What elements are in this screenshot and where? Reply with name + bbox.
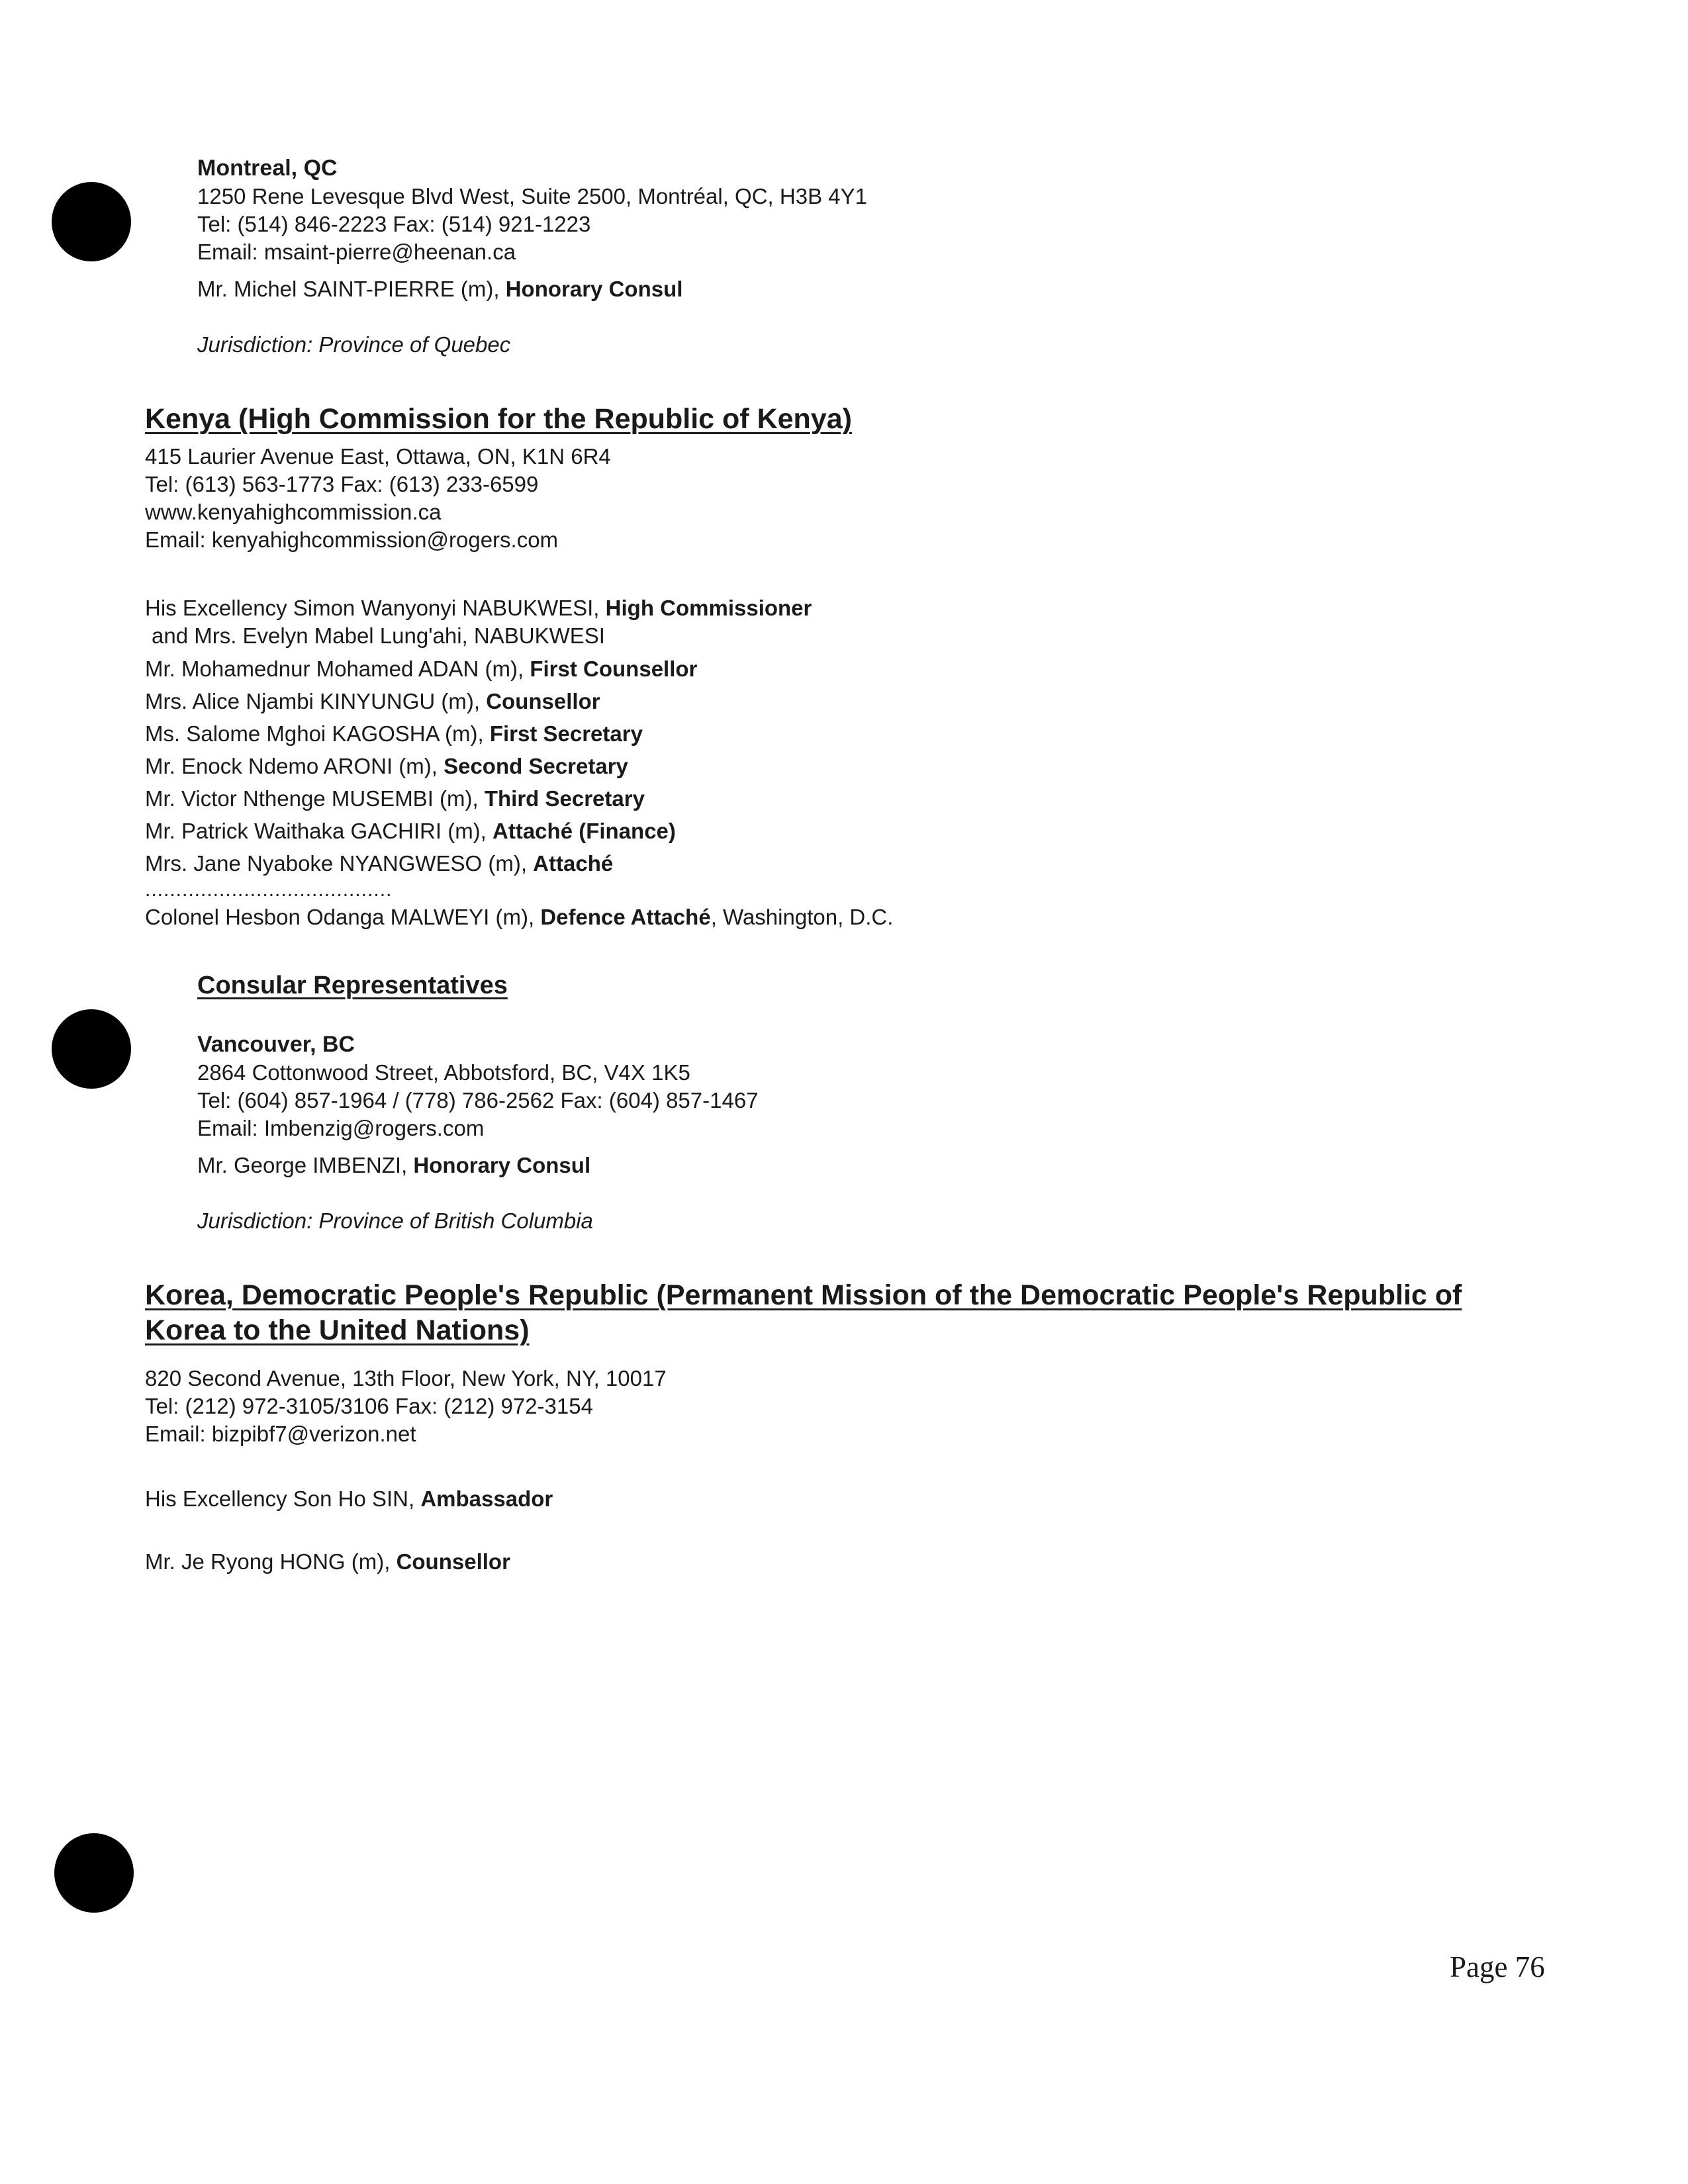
head-name: His Excellency Simon Wanyonyi NABUKWESI,: [145, 596, 606, 620]
kenya-separator: ........................................: [145, 879, 393, 901]
korea-ambassador: [145, 1485, 553, 1513]
counsellor-name: Mr. Je Ryong HONG (m),: [145, 1549, 397, 1574]
kenya-staff-5: [145, 815, 893, 847]
consulate-jurisdiction: Jurisdiction: Province of British Columbia: [197, 1208, 593, 1233]
staff-title: Counsellor: [486, 689, 600, 713]
defence-title: Defence Attaché: [540, 905, 711, 929]
consul-name: Mr. George IMBENZI,: [197, 1153, 414, 1177]
kenya-email: Email: kenyahighcommission@rogers.com: [145, 527, 559, 552]
consul-title: Honorary Consul: [413, 1153, 591, 1177]
kenya-staff-4: [145, 782, 893, 815]
kenya-tel-fax: Tel: (613) 563-1773 Fax: (613) 233-6599: [145, 472, 539, 496]
kenya-staff-3: [145, 750, 893, 782]
kenya-contact-block: [145, 443, 611, 554]
ambassador-title: Ambassador: [420, 1486, 553, 1511]
consulate-city: Montreal, QC: [197, 156, 338, 181]
korea-counsellor: [145, 1548, 510, 1576]
consulate-tel-fax: Tel: (514) 846-2223 Fax: (514) 921-1223: [197, 212, 591, 236]
staff-title: Attaché (Finance): [492, 819, 676, 843]
kenya-staff-block: [145, 594, 893, 933]
consulate-email: Email: msaint-pierre@heenan.ca: [197, 240, 516, 264]
staff-name: Mr. Mohamednur Mohamed ADAN (m),: [145, 657, 530, 681]
vancouver-consulate-block: [197, 1030, 759, 1235]
consular-representatives-heading: Consular Representatives: [197, 972, 508, 999]
consulate-address: 2864 Cottonwood Street, Abbotsford, BC, V4X 1K5: [197, 1060, 690, 1085]
binder-hole-bottom: [54, 1833, 134, 1913]
staff-title: Third Secretary: [484, 786, 645, 811]
consulate-address: 1250 Rene Levesque Blvd West, Suite 2500, Montréal, QC, H3B 4Y1: [197, 184, 867, 208]
consul-entry: [197, 1152, 759, 1179]
ambassador-name: His Excellency Son Ho SIN,: [145, 1486, 421, 1511]
staff-name: Ms. Salome Mghoi KAGOSHA (m),: [145, 721, 490, 746]
consul-title: Honorary Consul: [505, 277, 683, 301]
defence-name: Colonel Hesbon Odanga MALWEYI (m),: [145, 905, 541, 929]
kenya-staff-6: [145, 847, 893, 880]
kenya-website: www.kenyahighcommission.ca: [145, 500, 442, 524]
kenya-spouse: and Mrs. Evelyn Mabel Lung'ahi, NABUKWESI: [152, 623, 605, 648]
kenya-high-commissioner: [145, 594, 893, 622]
binder-hole-middle: [52, 1009, 131, 1089]
korea-address: 820 Second Avenue, 13th Floor, New York, NY, 10017: [145, 1366, 667, 1390]
kenya-defence-attache: [145, 901, 893, 933]
consulate-city: Vancouver, BC: [197, 1032, 355, 1057]
consul-name: Mr. Michel SAINT-PIERRE (m),: [197, 277, 506, 301]
staff-title: First Counsellor: [530, 657, 698, 681]
consul-entry: [197, 275, 867, 303]
consulate-jurisdiction: Jurisdiction: Province of Quebec: [197, 332, 511, 357]
kenya-section-heading: Kenya (High Commission for the Republic of Kenya): [145, 403, 852, 435]
kenya-address: 415 Laurier Avenue East, Ottawa, ON, K1N 6R4: [145, 444, 611, 469]
binder-hole-top: [52, 182, 131, 261]
staff-name: Mr. Enock Ndemo ARONI (m),: [145, 754, 444, 778]
korea-section-heading-line1: Korea, Democratic People's Republic (Permanent Mission of the Democratic People's Republic of: [145, 1279, 1462, 1311]
head-title: High Commissioner: [605, 596, 812, 620]
page-number: Page 76: [1450, 1950, 1545, 1983]
korea-email: Email: bizpibf7@verizon.net: [145, 1422, 416, 1446]
staff-name: Mr. Patrick Waithaka GACHIRI (m),: [145, 819, 493, 843]
counsellor-title: Counsellor: [396, 1549, 510, 1574]
consulate-email: Email: Imbenzig@rogers.com: [197, 1116, 485, 1140]
kenya-staff-2: [145, 717, 893, 750]
staff-title: Second Secretary: [444, 754, 628, 778]
staff-name: Mr. Victor Nthenge MUSEMBI (m),: [145, 786, 485, 811]
staff-title: First Secretary: [489, 721, 643, 746]
kenya-staff-1: [145, 685, 893, 717]
montreal-consulate-block: [197, 154, 867, 359]
staff-name: Mrs. Jane Nyaboke NYANGWESO (m),: [145, 851, 534, 876]
korea-tel-fax: Tel: (212) 972-3105/3106 Fax: (212) 972-3154: [145, 1394, 593, 1418]
staff-name: Mrs. Alice Njambi KINYUNGU (m),: [145, 689, 487, 713]
korea-contact-block: [145, 1365, 667, 1448]
kenya-staff-0: [145, 653, 893, 685]
consulate-tel-fax: Tel: (604) 857-1964 / (778) 786-2562 Fax: (604) 857-1467: [197, 1088, 759, 1113]
staff-title: Attaché: [533, 851, 614, 876]
korea-section-heading-line2: Korea to the United Nations): [145, 1314, 530, 1346]
defence-location: , Washington, D.C.: [710, 905, 894, 929]
